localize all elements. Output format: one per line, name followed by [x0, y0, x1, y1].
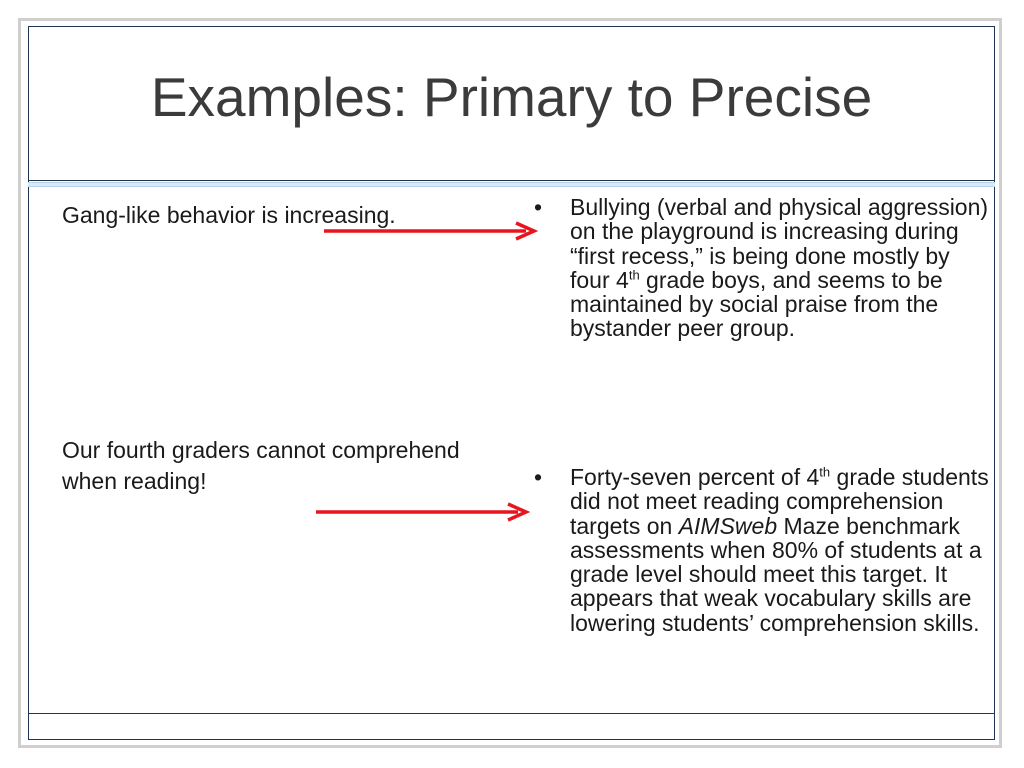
bullet-icon: • [534, 464, 543, 490]
right-arrow-icon [312, 502, 534, 522]
general-statement-1: Gang-like behavior is increasing. [62, 202, 396, 228]
general-statement-2: Our fourth graders cannot comprehend when reading! [62, 437, 460, 494]
title-divider-accent [28, 182, 995, 187]
assessment-name: AIMSweb [678, 512, 778, 539]
right-arrow-icon [320, 221, 542, 241]
title-divider [28, 180, 995, 181]
footer-divider [28, 713, 995, 714]
slide-title: Examples: Primary to Precise [150, 66, 873, 128]
bullet-icon: • [534, 194, 543, 220]
bullet-text: Forty-seven percent of 4th grade students did not meet reading comprehension targets on AIMSweb Maze benchmark assessments when 80% of students at a grade level should meet this target. It appears that weak vocabulary skills are lowering students’ comprehension skills. [570, 464, 989, 636]
bullet-text: Bullying (verbal and physical aggression) on the playground is increasing during “first recess,” is being done mostly by four 4th grade boys, and seems to be maintained by social praise from the bystander peer group. [570, 194, 989, 342]
